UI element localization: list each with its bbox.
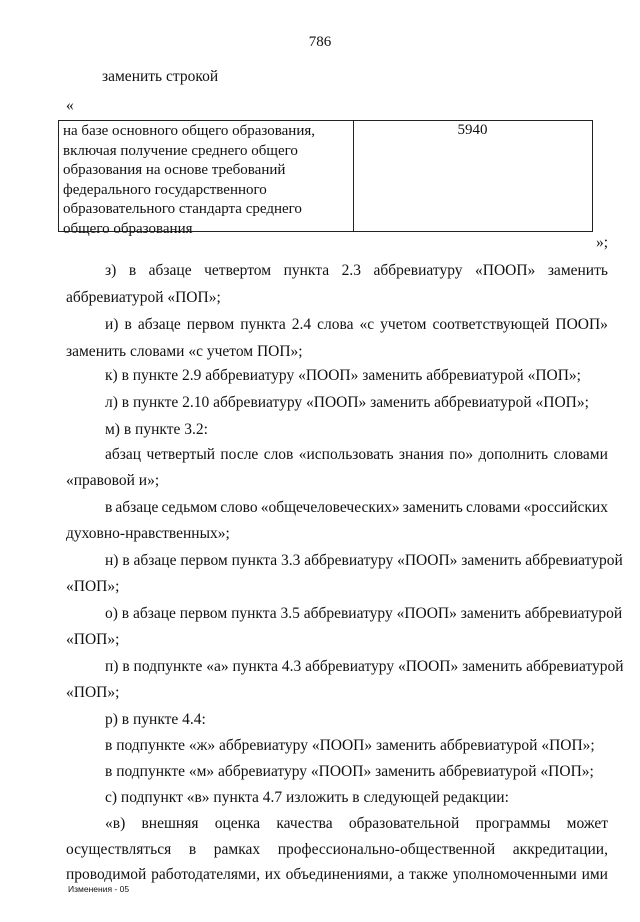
- word: а: [397, 866, 405, 883]
- word: проводимой: [66, 866, 147, 883]
- word: соответствующей: [432, 316, 550, 333]
- word: пункта: [240, 316, 286, 333]
- word: заменить: [547, 262, 608, 279]
- table-cell-line: образования на основе требований: [63, 162, 286, 178]
- word: объединениями,: [285, 866, 393, 883]
- word: работодателями,: [151, 866, 260, 883]
- table-cell-line: общего образования: [63, 220, 193, 237]
- table-cell-line: включая получение среднего общего: [63, 142, 298, 159]
- word: абзац: [105, 446, 142, 463]
- table-cell-line: образовательного стандарта среднего: [63, 201, 302, 217]
- word: «использовать: [298, 446, 394, 463]
- paragraph-a-line1: [105, 446, 608, 464]
- word: учетом: [380, 316, 427, 333]
- word: может: [566, 815, 608, 832]
- word: дополнить: [478, 446, 549, 463]
- word: словами: [553, 446, 608, 463]
- word: абзаце: [137, 316, 181, 333]
- paragraph-m: м) в пункте 3.2:: [105, 421, 208, 438]
- word: образовательной: [348, 815, 460, 832]
- word: также: [409, 866, 448, 883]
- word: з): [105, 262, 117, 279]
- word: ПООП»: [555, 316, 608, 333]
- word: программы: [475, 815, 551, 832]
- close-quote: »;: [596, 234, 609, 251]
- footer-note: Изменения - 05: [68, 884, 130, 894]
- word: седьмом: [161, 499, 218, 516]
- paragraph-a-line2: «правовой и»;: [66, 472, 160, 489]
- word: слова: [317, 316, 354, 333]
- word: «в): [105, 815, 126, 832]
- paragraph-r: р) в пункте 4.4:: [105, 711, 206, 728]
- word: оценка: [214, 815, 261, 832]
- word: абзаце: [148, 262, 192, 279]
- table-cell-line: на базе основного общего образования,: [63, 123, 315, 139]
- word: в: [105, 499, 113, 516]
- open-quote: «: [66, 97, 74, 114]
- word: их: [264, 866, 281, 883]
- paragraph-n-line2: «ПОП»;: [66, 578, 120, 595]
- word: заменить: [402, 499, 463, 516]
- paragraph-l: л) в пункте 2.10 аббревиатуру «ПООП» заменить аббревиатурой «ПОП»;: [105, 394, 589, 411]
- word: профессионально-общественной: [277, 841, 496, 858]
- word: после: [220, 446, 259, 463]
- word: ими: [581, 866, 608, 883]
- word: внешняя: [141, 815, 199, 832]
- word: знания: [398, 446, 444, 463]
- paragraph-v-line3: [66, 866, 608, 884]
- table-cell-description: [63, 122, 349, 239]
- word: слов: [263, 446, 294, 463]
- word: 2.4: [291, 316, 312, 333]
- page-number: 786: [308, 34, 332, 50]
- word: в: [124, 316, 132, 333]
- paragraph-p-line1: п) в подпункте «а» пункта 4.3 аббревиатуру «ПООП» заменить аббревиатурой: [105, 658, 624, 675]
- paragraph-z-line2: аббревиатурой «ПОП»;: [66, 289, 221, 306]
- word: 2.3: [341, 262, 361, 279]
- word: «с: [359, 316, 375, 333]
- word: первом: [186, 316, 235, 333]
- word: осуществляться: [66, 841, 172, 858]
- paragraph-i-line1: [105, 316, 608, 334]
- paragraph-n-line1: н) в абзаце первом пункта 3.3 аббревиатуру «ПООП» заменить аббревиатурой: [105, 552, 623, 569]
- word: рамках: [213, 841, 261, 858]
- word: словами: [465, 499, 521, 516]
- word: в: [188, 841, 197, 858]
- paragraph-v-line2: [66, 841, 608, 859]
- word: аккредитации,: [512, 841, 608, 858]
- word: абзаце: [115, 499, 159, 516]
- word: четвертый: [146, 446, 216, 463]
- word: уполномоченными: [452, 866, 577, 883]
- paragraph-o-line1: о) в абзаце первом пункта 3.5 аббревиатуру «ПООП» заменить аббревиатурой: [105, 605, 623, 622]
- word: «общечеловеческих»: [260, 499, 400, 516]
- table-cell-line: федерального государственного: [63, 181, 267, 198]
- paragraph-z-line1: [105, 262, 608, 280]
- paragraph-i-line2: заменить словами «с учетом ПОП»;: [66, 343, 303, 360]
- paragraph-p-line2: «ПОП»;: [66, 684, 120, 701]
- paragraph-s7-line2: духовно-нравственных»;: [66, 525, 230, 542]
- word: по»: [449, 446, 474, 463]
- table-cell-value: 5940: [457, 122, 488, 138]
- word: и): [105, 316, 119, 333]
- word: пункта: [283, 262, 330, 279]
- word: качества: [276, 815, 333, 832]
- paragraph-mm: в подпункте «м» аббревиатуру «ПООП» заменить аббревиатурой «ПОП»;: [105, 763, 594, 780]
- word: четвертом: [204, 262, 272, 279]
- word: слово: [220, 499, 258, 516]
- word: «ПООП»: [475, 262, 536, 279]
- word: в: [128, 262, 137, 279]
- paragraph-zh: в подпункте «ж» аббревиатуру «ПООП» заменить аббревиатурой «ПОП»;: [105, 737, 595, 754]
- replacement-table: [58, 120, 593, 237]
- word: «российских: [523, 499, 608, 516]
- word: аббревиатуру: [373, 262, 463, 279]
- intro-text: заменить строкой: [102, 68, 219, 85]
- paragraph-s7-line1: [105, 499, 608, 517]
- paragraph-s: с) подпункт «в» пункта 4.7 изложить в следующей редакции:: [105, 789, 509, 806]
- paragraph-k: к) в пункте 2.9 аббревиатуру «ПООП» заменить аббревиатурой «ПОП»;: [105, 367, 581, 384]
- paragraph-v-line1: [105, 815, 608, 833]
- paragraph-o-line2: «ПОП»;: [66, 631, 120, 648]
